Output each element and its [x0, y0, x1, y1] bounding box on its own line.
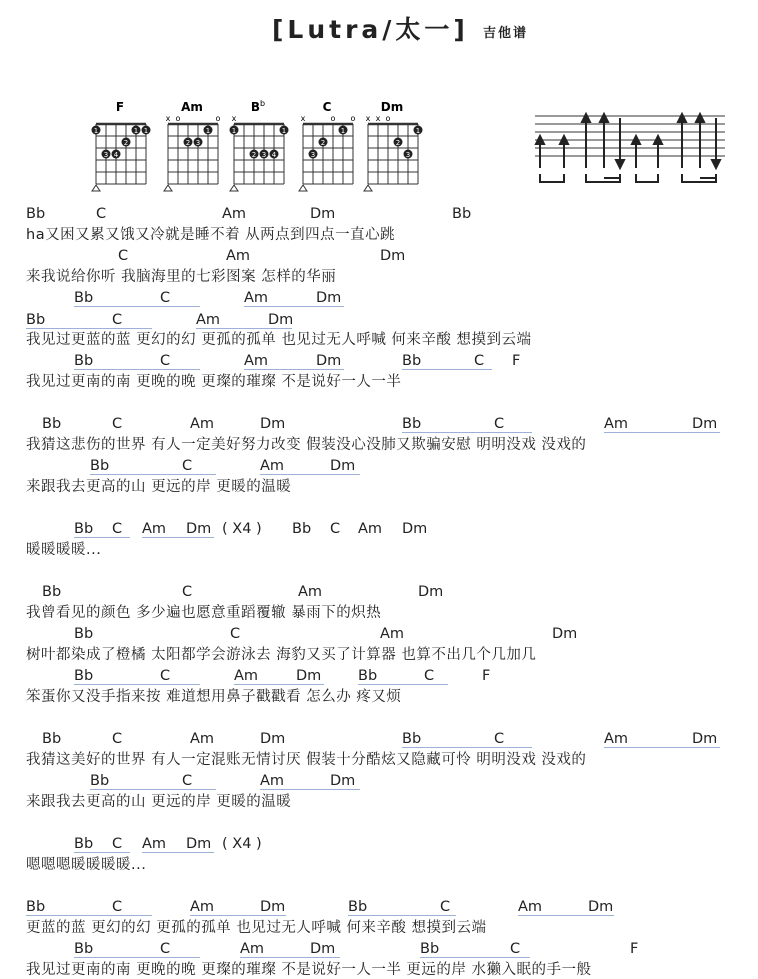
- svg-text:1: 1: [231, 127, 237, 135]
- chord-label: Bb: [402, 416, 422, 432]
- chord-label: C: [510, 941, 521, 957]
- chord-label: Bb: [358, 668, 378, 684]
- lyric-text: 笨蛋你又没手指来按 难道想用鼻子戳戳看 怎么办 疼又烦: [26, 689, 402, 705]
- lyric-text: 嗯嗯嗯暖暖暖暖...: [26, 857, 147, 873]
- chord-label: Dm: [186, 521, 212, 537]
- lyric-text: 我见过更蓝的蓝 更幻的幻 更孤的孤单 也见过无人呼喊 何来辛酸 想摸到云端: [26, 332, 532, 348]
- chord-underline: [142, 852, 214, 853]
- chord-underline: [240, 957, 340, 958]
- chord-label: Am: [260, 458, 285, 474]
- svg-text:4: 4: [271, 151, 277, 159]
- chord-underline: [518, 915, 614, 916]
- chord-label: Bb: [42, 416, 62, 432]
- chord-label: Bb: [74, 290, 94, 306]
- chord-label: C: [494, 731, 505, 747]
- chord-label: Bb: [402, 731, 422, 747]
- chord-underline: [196, 328, 292, 329]
- chord-label: Bb: [42, 584, 62, 600]
- chord-underline: [26, 328, 152, 329]
- chord-label: Am: [190, 416, 215, 432]
- svg-text:o: o: [215, 114, 221, 123]
- chord-underline: [348, 915, 456, 916]
- chord-label: C: [182, 773, 193, 789]
- lyric-text: 我见过更南的南 更晚的晚 更璨的璀璨 不是说好一人一半 更远的岸 水獭入眠的手一般: [26, 962, 592, 978]
- svg-text:o: o: [330, 114, 336, 123]
- svg-text:o: o: [175, 114, 181, 123]
- chord-label: Dm: [260, 731, 286, 747]
- chord-label: Am: [234, 668, 259, 684]
- song-title-block: [0, 6, 758, 46]
- svg-text:1: 1: [415, 127, 421, 135]
- chord-label: C: [96, 206, 107, 222]
- chord-underline: [26, 915, 152, 916]
- svg-text:3: 3: [310, 151, 316, 159]
- svg-text:x: x: [365, 114, 371, 123]
- chord-label: Dm: [418, 584, 444, 600]
- chord-label: Dm: [588, 899, 614, 915]
- chord-label: Dm: [330, 458, 356, 474]
- chord-label: Am: [190, 731, 215, 747]
- lyric-text: 我猜这悲伤的世界 有人一定美好努力改变 假装没心没肺又欺骗安慰 明明没戏 没戏的: [26, 437, 587, 453]
- chord-label: Bb: [26, 899, 46, 915]
- lyric-text: 来我说给你听 我脑海里的七彩图案 怎样的华丽: [26, 269, 337, 285]
- chord-label: Bb: [452, 206, 472, 222]
- chord-diagram-f: [90, 98, 154, 193]
- chord-label: F: [630, 941, 639, 957]
- chord-label: C: [112, 731, 123, 747]
- svg-text:1: 1: [143, 127, 149, 135]
- chord-underline: [420, 957, 530, 958]
- repeat-mark: ( X4 ): [222, 521, 262, 537]
- chord-label: Am: [298, 584, 323, 600]
- chord-underline: [260, 474, 360, 475]
- chord-underline: [142, 537, 214, 538]
- chord-label: Bb: [292, 521, 312, 537]
- chord-label: F: [482, 668, 491, 684]
- chord-label: Dm: [330, 773, 356, 789]
- chord-label: Am: [518, 899, 543, 915]
- lyric-text: 来跟我去更高的山 更远的岸 更暖的温暖: [26, 479, 292, 495]
- chord-label: C: [160, 290, 171, 306]
- lyric-text: 暖暖暖暖...: [26, 542, 102, 558]
- svg-text:x: x: [375, 114, 381, 123]
- chord-label: Am: [604, 731, 629, 747]
- svg-text:3: 3: [405, 151, 411, 159]
- chord-label: Dm: [552, 626, 578, 642]
- chord-label: C: [118, 248, 129, 264]
- chord-label: C: [112, 521, 123, 537]
- chord-label: Am: [260, 773, 285, 789]
- chord-label: C: [112, 416, 123, 432]
- chord-underline: [402, 369, 492, 370]
- lyric-text: 更蓝的蓝 更幻的幻 更孤的孤单 也见过无人呼喊 何来辛酸 想摸到云端: [26, 920, 487, 936]
- chord-label: Dm: [260, 899, 286, 915]
- svg-text:2: 2: [395, 139, 401, 147]
- chord-underline: [244, 306, 344, 307]
- chord-label: Dm: [260, 416, 286, 432]
- chord-label: Bb: [74, 668, 94, 684]
- svg-text:2: 2: [185, 139, 191, 147]
- chord-label: C: [160, 668, 171, 684]
- chord-label: C: [182, 458, 193, 474]
- svg-text:2: 2: [123, 139, 129, 147]
- chord-label: Bb: [74, 836, 94, 852]
- lyric-text: ha又困又累又饿又冷就是睡不着 从两点到四点一直心跳: [26, 227, 396, 243]
- svg-text:3: 3: [103, 151, 109, 159]
- chord-label: Dm: [692, 731, 718, 747]
- chord-label: Bb: [74, 626, 94, 642]
- chord-diagram-name: F: [115, 100, 125, 114]
- lyric-text: 我曾看见的颜色 多少遍也愿意重蹈覆辙 暴雨下的炽热: [26, 605, 382, 621]
- chord-underline: [74, 537, 130, 538]
- svg-text:1: 1: [93, 127, 99, 135]
- chord-underline: [190, 915, 286, 916]
- svg-text:x: x: [165, 114, 171, 123]
- chord-label: C: [424, 668, 435, 684]
- svg-text:1: 1: [133, 127, 139, 135]
- chord-label: C: [160, 941, 171, 957]
- chord-label: Bb: [26, 206, 46, 222]
- chord-label: Dm: [296, 668, 322, 684]
- chord-label: Dm: [316, 353, 342, 369]
- chord-label: C: [440, 899, 451, 915]
- chord-label: Dm: [268, 312, 294, 328]
- chord-label: C: [182, 584, 193, 600]
- svg-text:x: x: [300, 114, 306, 123]
- svg-text:4: 4: [113, 151, 119, 159]
- svg-text:2: 2: [251, 151, 257, 159]
- chord-label: Bb: [42, 731, 62, 747]
- chord-label: C: [112, 836, 123, 852]
- chord-diagram-dm: [362, 98, 426, 193]
- chord-label: C: [494, 416, 505, 432]
- chord-diagram-name: Dm: [380, 100, 404, 114]
- chord-label: Bb: [90, 773, 110, 789]
- svg-text:x: x: [231, 114, 237, 123]
- chord-label: Am: [142, 836, 167, 852]
- chord-label: Dm: [316, 290, 342, 306]
- chord-label: Dm: [310, 206, 336, 222]
- lyric-text: 我见过更南的南 更晚的晚 更璨的璀璨 不是说好一人一半: [26, 374, 402, 390]
- chord-diagram-c: [297, 98, 361, 193]
- chord-underline: [74, 684, 200, 685]
- chord-label: Bb: [402, 353, 422, 369]
- chord-label: Bb: [90, 458, 110, 474]
- chord-label: Am: [226, 248, 251, 264]
- svg-text:1: 1: [281, 127, 287, 135]
- chord-label: Am: [244, 353, 269, 369]
- chord-underline: [604, 432, 720, 433]
- chord-label: C: [160, 353, 171, 369]
- chord-underline: [74, 369, 200, 370]
- chord-label: Am: [196, 312, 221, 328]
- chord-underline: [244, 369, 344, 370]
- chord-underline: [402, 432, 532, 433]
- chord-label: C: [112, 312, 123, 328]
- chord-label: Am: [240, 941, 265, 957]
- chord-label: C: [330, 521, 341, 537]
- chord-underline: [74, 306, 200, 307]
- chord-diagram-name: Am: [181, 100, 203, 114]
- chord-underline: [358, 684, 448, 685]
- chord-label: C: [112, 899, 123, 915]
- strumming-pattern: [530, 108, 730, 188]
- chord-label: Am: [380, 626, 405, 642]
- chord-label: Dm: [186, 836, 212, 852]
- chord-label: Am: [358, 521, 383, 537]
- chord-label: Am: [222, 206, 247, 222]
- svg-text:2: 2: [320, 139, 326, 147]
- song-subtitle: 吉他谱: [483, 26, 529, 41]
- chord-label: Bb: [26, 312, 46, 328]
- svg-text:o: o: [350, 114, 356, 123]
- chord-underline: [74, 957, 200, 958]
- chord-label: F: [512, 353, 521, 369]
- chord-label: Am: [604, 416, 629, 432]
- chord-diagram-name: $B^b$: [250, 99, 266, 114]
- chord-underline: [234, 684, 324, 685]
- svg-text:3: 3: [195, 139, 201, 147]
- chord-underline: [90, 474, 216, 475]
- chord-label: Dm: [310, 941, 336, 957]
- chord-label: C: [474, 353, 485, 369]
- lyric-text: 树叶都染成了橙橘 太阳都学会游泳去 海豹又买了计算器 也算不出几个几加几: [26, 647, 537, 663]
- chord-label: Bb: [348, 899, 368, 915]
- chord-label: Bb: [420, 941, 440, 957]
- chord-underline: [260, 789, 360, 790]
- chord-label: Dm: [692, 416, 718, 432]
- chord-underline: [90, 789, 216, 790]
- svg-text:o: o: [385, 114, 391, 123]
- chord-underline: [74, 852, 130, 853]
- chord-diagram-am: [162, 98, 226, 193]
- chord-label: Am: [190, 899, 215, 915]
- repeat-mark: ( X4 ): [222, 836, 262, 852]
- chord-label: Am: [244, 290, 269, 306]
- chord-label: C: [230, 626, 241, 642]
- svg-text:1: 1: [205, 127, 211, 135]
- svg-text:1: 1: [340, 127, 346, 135]
- song-title: [Lutra/太一]: [272, 15, 469, 44]
- chord-label: Bb: [74, 941, 94, 957]
- lyric-text: 来跟我去更高的山 更远的岸 更暖的温暖: [26, 794, 292, 810]
- svg-text:3: 3: [261, 151, 267, 159]
- chord-label: Bb: [74, 521, 94, 537]
- chord-underline: [402, 747, 532, 748]
- chord-diagram-bb: [228, 98, 292, 193]
- chord-label: Dm: [380, 248, 406, 264]
- chord-diagram-name: C: [322, 100, 332, 114]
- lyric-text: 我猜这美好的世界 有人一定混账无情讨厌 假装十分酷炫又隐藏可怜 明明没戏 没戏的: [26, 752, 587, 768]
- chord-label: Am: [142, 521, 167, 537]
- chord-label: Dm: [402, 521, 428, 537]
- chord-label: Bb: [74, 353, 94, 369]
- chord-underline: [604, 747, 720, 748]
